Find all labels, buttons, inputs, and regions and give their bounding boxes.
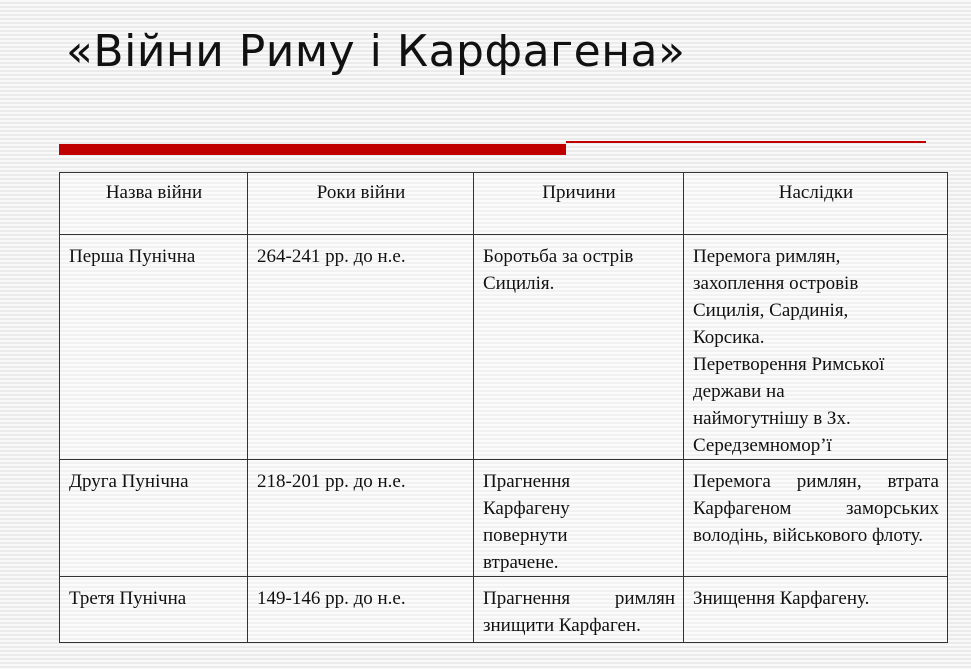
cell-war-years: 149-146 рр. до н.е. xyxy=(248,577,474,643)
cell-causes: Прагнення Карфагену повернути втрачене. xyxy=(474,460,684,577)
table-row xyxy=(60,235,948,460)
cell-war-name: Перша Пунічна xyxy=(60,235,248,460)
table-row xyxy=(60,577,948,643)
cell-causes: Прагнення римлян знищити Карфаген. xyxy=(474,577,684,643)
header-causes: Причини xyxy=(474,173,684,235)
table-header-row xyxy=(60,173,948,235)
cell-war-name: Третя Пунічна xyxy=(60,577,248,643)
cell-war-name: Друга Пунічна xyxy=(60,460,248,577)
header-results: Наслідки xyxy=(684,173,948,235)
cell-results: Перемога римлян, захоплення островів Сицилія, Сардинія, Корсика. Перетворення Римської держави на наймогутнішу в Зх. Середземномор’ї xyxy=(684,235,948,460)
cell-war-years: 218-201 рр. до н.е. xyxy=(248,460,474,577)
slide-title: «Війни Риму і Карфагена» xyxy=(66,26,686,77)
cell-results: Знищення Карфагену. xyxy=(684,577,948,643)
header-war-years: Роки війни xyxy=(248,173,474,235)
accent-bar-thick xyxy=(59,144,566,155)
cell-war-years: 264-241 рр. до н.е. xyxy=(248,235,474,460)
table-row xyxy=(60,460,948,577)
cell-results: Перемога римлян, втрата Карфагеном заморських володінь, військового флоту. xyxy=(684,460,948,577)
header-war-name: Назва війни xyxy=(60,173,248,235)
cell-causes: Боротьба за острів Сицилія. xyxy=(474,235,684,460)
wars-table xyxy=(59,172,948,643)
accent-bar-thin xyxy=(566,141,926,143)
